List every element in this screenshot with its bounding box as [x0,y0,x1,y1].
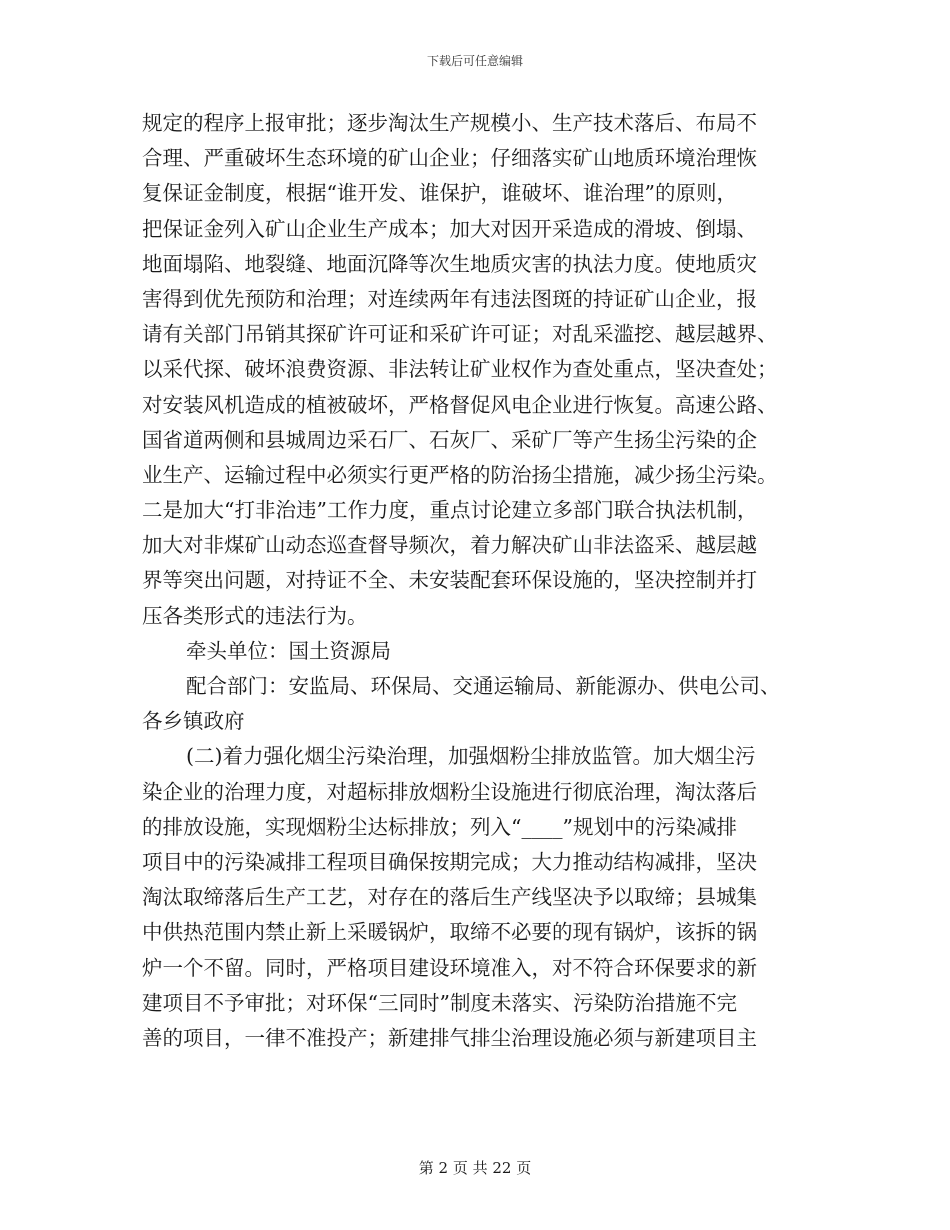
paragraph-line: 配合部门：安监局、环保局、交通运输局、新能源办、供电公司、 [186,674,781,698]
document-body [142,106,806,1056]
paragraph-line: 各乡镇政府 [142,709,245,734]
page-header-note: 下载后可任意编辑 [426,54,523,68]
paragraph-line: 的排放设施，实现烟粉尘达标排放；列入“____”规划中的污染减排 [142,814,737,839]
paragraph-line: 二是加大“打非治违”工作力度，重点讨论建立多部门联合执法机制， [142,498,758,523]
paragraph-line: 界等突出问题，对持证不全、未安装配套环保设施的，坚决控制并打 [142,568,757,593]
paragraph-line: 国省道两侧和县城周边采石厂、石灰厂、采矿厂等产生扬尘污染的企 [142,427,757,452]
paragraph-line: 中供热范围内禁止新上采暖锅炉，取缔不必要的现有锅炉，该拆的锅 [142,920,757,945]
paragraph-line: 合理、严重破坏生态环境的矿山企业；仔细落实矿山地质环境治理恢 [142,146,757,171]
paragraph-line: (二)着力强化烟尘污染治理，加强烟粉尘排放监管。加大烟尘污 [186,744,756,769]
paragraph-line: 建项目不予审批；对环保“三同时”制度未落实、污染防治措施不完 [142,990,737,1015]
paragraph-line: 对安装风机造成的植被破坏，严格督促风电企业进行恢复。高速公路、 [142,392,778,417]
paragraph-line: 以采代探、破坏浪费资源、非法转让矿业权作为查处重点，坚决查处； [142,357,778,382]
paragraph-line: 牵头单位：国土资源局 [186,638,391,663]
paragraph-line: 染企业的治理力度，对超标排放烟粉尘设施进行彻底治理，淘汰落后 [142,779,757,804]
paragraph-line: 淘汰取缔落后生产工艺，对存在的落后生产线坚决予以取缔；县城集 [142,885,757,910]
paragraph-line: 把保证金列入矿山企业生产成本；加大对因开采造成的滑坡、倒塌、 [142,216,757,241]
paragraph-line: 请有关部门吊销其探矿许可证和采矿许可证；对乱采滥挖、越层越界、 [142,322,778,347]
paragraph-line: 地面塌陷、地裂缝、地面沉降等次生地质灾害的执法力度。使地质灾 [142,251,757,276]
page-number-footer: 第 2 页 共 22 页 [418,1159,532,1177]
paragraph-line: 善的项目，一律不准投产；新建排气排尘治理设施必须与新建项目主 [142,1025,757,1050]
paragraph-line: 复保证金制度，根据“谁开发、谁保护，谁破坏、谁治理”的原则， [142,181,737,206]
paragraph-line: 害得到优先预防和治理；对连续两年有违法图斑的持证矿山企业，报 [142,286,757,311]
paragraph-line: 炉一个不留。同时，严格项目建设环境准入，对不符合环保要求的新 [142,955,757,980]
paragraph-line: 项目中的污染减排工程项目确保按期完成；大力推动结构减排，坚决 [142,849,757,874]
paragraph-line: 规定的程序上报审批；逐步淘汰生产规模小、生产技术落后、布局不 [142,111,757,135]
paragraph-line: 压各类形式的违法行为。 [142,603,368,628]
paragraph-line: 业生产、运输过程中必须实行更严格的防治扬尘措施，减少扬尘污染。 [142,462,778,487]
paragraph-line: 加大对非煤矿山动态巡查督导频次，着力解决矿山非法盗采、越层越 [142,533,757,558]
